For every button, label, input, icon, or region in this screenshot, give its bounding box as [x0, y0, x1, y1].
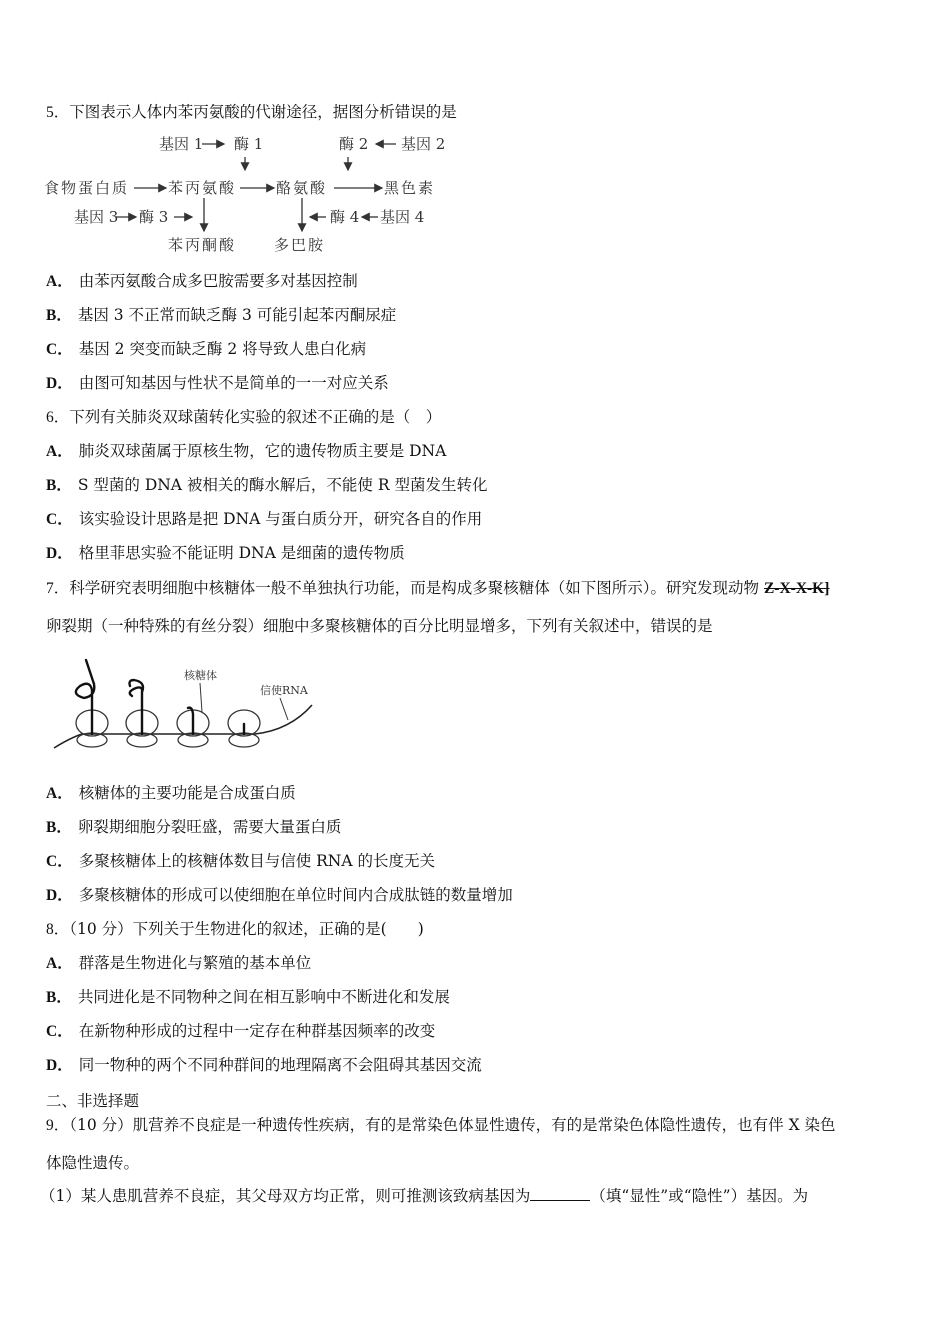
q8-stem-text: （10 分）下列关于生物进化的叙述，正确的是( ) — [69, 920, 424, 938]
q5-stem-text: 下图表示人体内苯丙氨酸的代谢途径，据图分析错误的是 — [69, 103, 457, 121]
q7-number: 7． — [46, 580, 70, 597]
q9-stem-text-1: （10 分）肌营养不良症是一种遗传性疾病，有的是常染色体显性遗传，有的是常染色体隐性遗传，也有伴 X 染色 — [69, 1116, 836, 1134]
q5-stem — [46, 102, 457, 123]
q9-stem-line1 — [46, 1115, 836, 1136]
enzyme3-label: 酶 3 — [139, 208, 169, 226]
q9-sub1-answer-blank[interactable] — [530, 1186, 590, 1201]
q7-stem-text-1: 科学研究表明细胞中核糖体一般不单独执行功能，而是构成多聚核糖体（如下图所示）。研究发现动物 — [69, 579, 760, 597]
q8-option-d[interactable]: D． 同一物种的两个不同种群间的地理隔离不会阻碍其基因交流 — [46, 1056, 482, 1074]
section-title-non-choice: 二、非选择题 — [46, 1092, 140, 1110]
q7-option-a[interactable]: A． 核糖体的主要功能是合成蛋白质 — [46, 784, 296, 802]
q5-option-c[interactable]: C． 基因 2 突变而缺乏酶 2 将导致人患白化病 — [46, 340, 367, 358]
q9-sub1-text-before: （1）某人患肌营养不良症，其父母双方均正常，则可推测该致病基因为 — [40, 1187, 531, 1205]
enzyme4-label: 酶 4 — [330, 208, 360, 226]
phenylalanine-metabolism-diagram — [44, 130, 464, 259]
mrna-label: 信使RNA — [260, 684, 308, 697]
polyribosome-diagram — [50, 650, 320, 759]
q7-option-d[interactable]: D． 多聚核糖体的形成可以使细胞在单位时间内合成肽链的数量增加 — [46, 886, 513, 904]
q8-option-b[interactable]: B． 共同进化是不同物种之间在相互影响中不断进化和发展 — [46, 988, 450, 1006]
q8-option-c[interactable]: C． 在新物种形成的过程中一定存在种群基因频率的改变 — [46, 1022, 436, 1040]
dopamine-label: 多巴胺 — [274, 236, 326, 254]
q9-stem-line2: 体隐性遗传。 — [46, 1154, 140, 1172]
tyrosine-label: 酪氨酸 — [276, 179, 328, 197]
melanin-label: 黑色素 — [384, 179, 436, 197]
q5-option-a[interactable]: A． 由苯丙氨酸合成多巴胺需要多对基因控制 — [46, 272, 358, 290]
q7-stem-line1 — [46, 578, 829, 599]
q5-option-d[interactable]: D． 由图可知基因与性状不是简单的一一对应关系 — [46, 374, 389, 392]
q7-option-c[interactable]: C． 多聚核糖体上的核糖体数目与信使 RNA 的长度无关 — [46, 852, 435, 870]
food-protein-label: 食物蛋白质 — [44, 179, 130, 197]
q8-option-a[interactable]: A． 群落是生物进化与繁殖的基本单位 — [46, 954, 312, 972]
gene1-label: 基因 1 — [159, 135, 204, 153]
q6-stem — [46, 407, 441, 428]
q9-sub1 — [40, 1186, 808, 1206]
gene3-label: 基因 3 — [74, 208, 119, 226]
ribosome-label: 核糖体 — [184, 669, 217, 682]
enzyme2-label: 酶 2 — [339, 135, 369, 153]
phenylalanine-label: 苯丙氨酸 — [168, 179, 237, 197]
q9-number: 9． — [46, 1117, 70, 1134]
q6-option-d[interactable]: D． 格里菲思实验不能证明 DNA 是细菌的遗传物质 — [46, 544, 405, 562]
q7-stem-line2: 卵裂期（一种特殊的有丝分裂）细胞中多聚核糖体的百分比明显增多，下列有关叙述中，错误的是 — [46, 617, 713, 635]
q6-option-a[interactable]: A． 肺炎双球菌属于原核生物，它的遗传物质主要是 DNA — [46, 442, 447, 460]
watermark-text: Z-X-X-K] — [763, 580, 830, 597]
phenylpyruvic-acid-label: 苯丙酮酸 — [168, 236, 237, 254]
q6-number: 6． — [46, 409, 70, 426]
q5-number: 5． — [46, 104, 70, 121]
gene2-label: 基因 2 — [401, 135, 446, 153]
gene4-label: 基因 4 — [380, 208, 425, 226]
q6-option-b[interactable]: B． S 型菌的 DNA 被相关的酶水解后，不能使 R 型菌发生转化 — [46, 476, 488, 494]
q8-stem — [46, 919, 424, 940]
q5-option-b[interactable]: B． 基因 3 不正常而缺乏酶 3 可能引起苯丙酮尿症 — [46, 306, 397, 324]
enzyme1-label: 酶 1 — [234, 135, 264, 153]
q7-option-b[interactable]: B． 卵裂期细胞分裂旺盛，需要大量蛋白质 — [46, 818, 342, 836]
q9-sub1-text-after: （填“显性”或“隐性”）基因。为 — [590, 1187, 809, 1205]
q8-number: 8． — [46, 921, 70, 938]
q6-option-c[interactable]: C． 该实验设计思路是把 DNA 与蛋白质分开，研究各自的作用 — [46, 510, 483, 528]
q6-stem-text: 下列有关肺炎双球菌转化实验的叙述不正确的是（ ） — [69, 408, 442, 426]
